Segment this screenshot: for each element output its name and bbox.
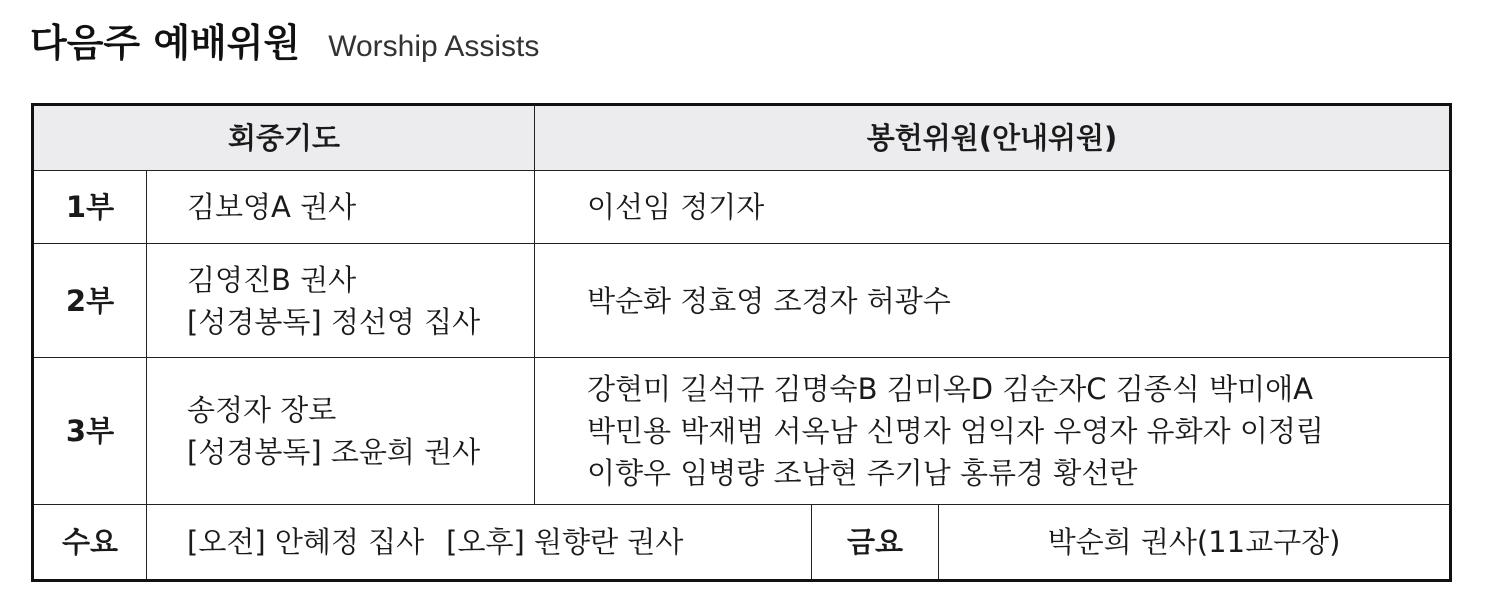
table-row: [33, 358, 1451, 505]
friday-cell: [939, 505, 1451, 581]
wednesday-cell: [147, 505, 812, 581]
prayer-cell: [147, 358, 535, 505]
scripture-reading-line: [성경봉독] 조윤희 권사: [187, 435, 481, 469]
wednesday-afternoon: [오후] 원향란 권사: [446, 525, 684, 559]
service-label: 3부: [33, 358, 147, 505]
offering-line: 박민용 박재범 서옥남 신명자 엄익자 우영자 유화자 이정림: [587, 414, 1324, 448]
offering-cell: [535, 244, 1451, 358]
scripture-reading-line: [성경봉독] 정선영 집사: [187, 304, 481, 339]
prayer-line: 송정자 장로: [187, 393, 337, 427]
worship-assists-table: [31, 103, 1452, 582]
page-title: 다음주 예배위원: [30, 21, 301, 65]
prayer-cell: [147, 171, 535, 244]
offering-line: 박순화 정효영 조경자 허광수: [587, 283, 951, 318]
offering-cell: [535, 171, 1451, 244]
service-label: 1부: [33, 171, 147, 244]
header-offering: 봉헌위원(안내위원): [535, 105, 1451, 171]
offering-line: 이선임 정기자: [587, 190, 765, 224]
friday-value: 박순희 권사(11교구장): [1047, 525, 1341, 559]
offering-line: 강현미 길석규 김명숙B 김미옥D 김순자C 김종식 박미애A: [587, 372, 1313, 406]
table-header-row: [33, 105, 1451, 171]
offering-cell: [535, 358, 1451, 505]
wednesday-label: 수요: [33, 505, 147, 581]
prayer-line: 김영진B 권사: [187, 262, 357, 297]
service-label: 2부: [33, 244, 147, 358]
page-heading: [30, 12, 539, 68]
page-subtitle: Worship Assists: [328, 30, 540, 63]
wednesday-morning: [오전] 안혜정 집사: [187, 525, 425, 559]
prayer-cell: [147, 244, 535, 358]
table-row: [33, 171, 1451, 244]
table-row: [33, 244, 1451, 358]
offering-line: 이향우 임병량 조남현 주기남 홍류경 황선란: [587, 456, 1138, 490]
header-prayer: 회중기도: [33, 105, 535, 171]
table-row: [33, 505, 1451, 581]
prayer-line: 김보영A 권사: [187, 190, 357, 224]
friday-label: 금요: [812, 505, 939, 581]
